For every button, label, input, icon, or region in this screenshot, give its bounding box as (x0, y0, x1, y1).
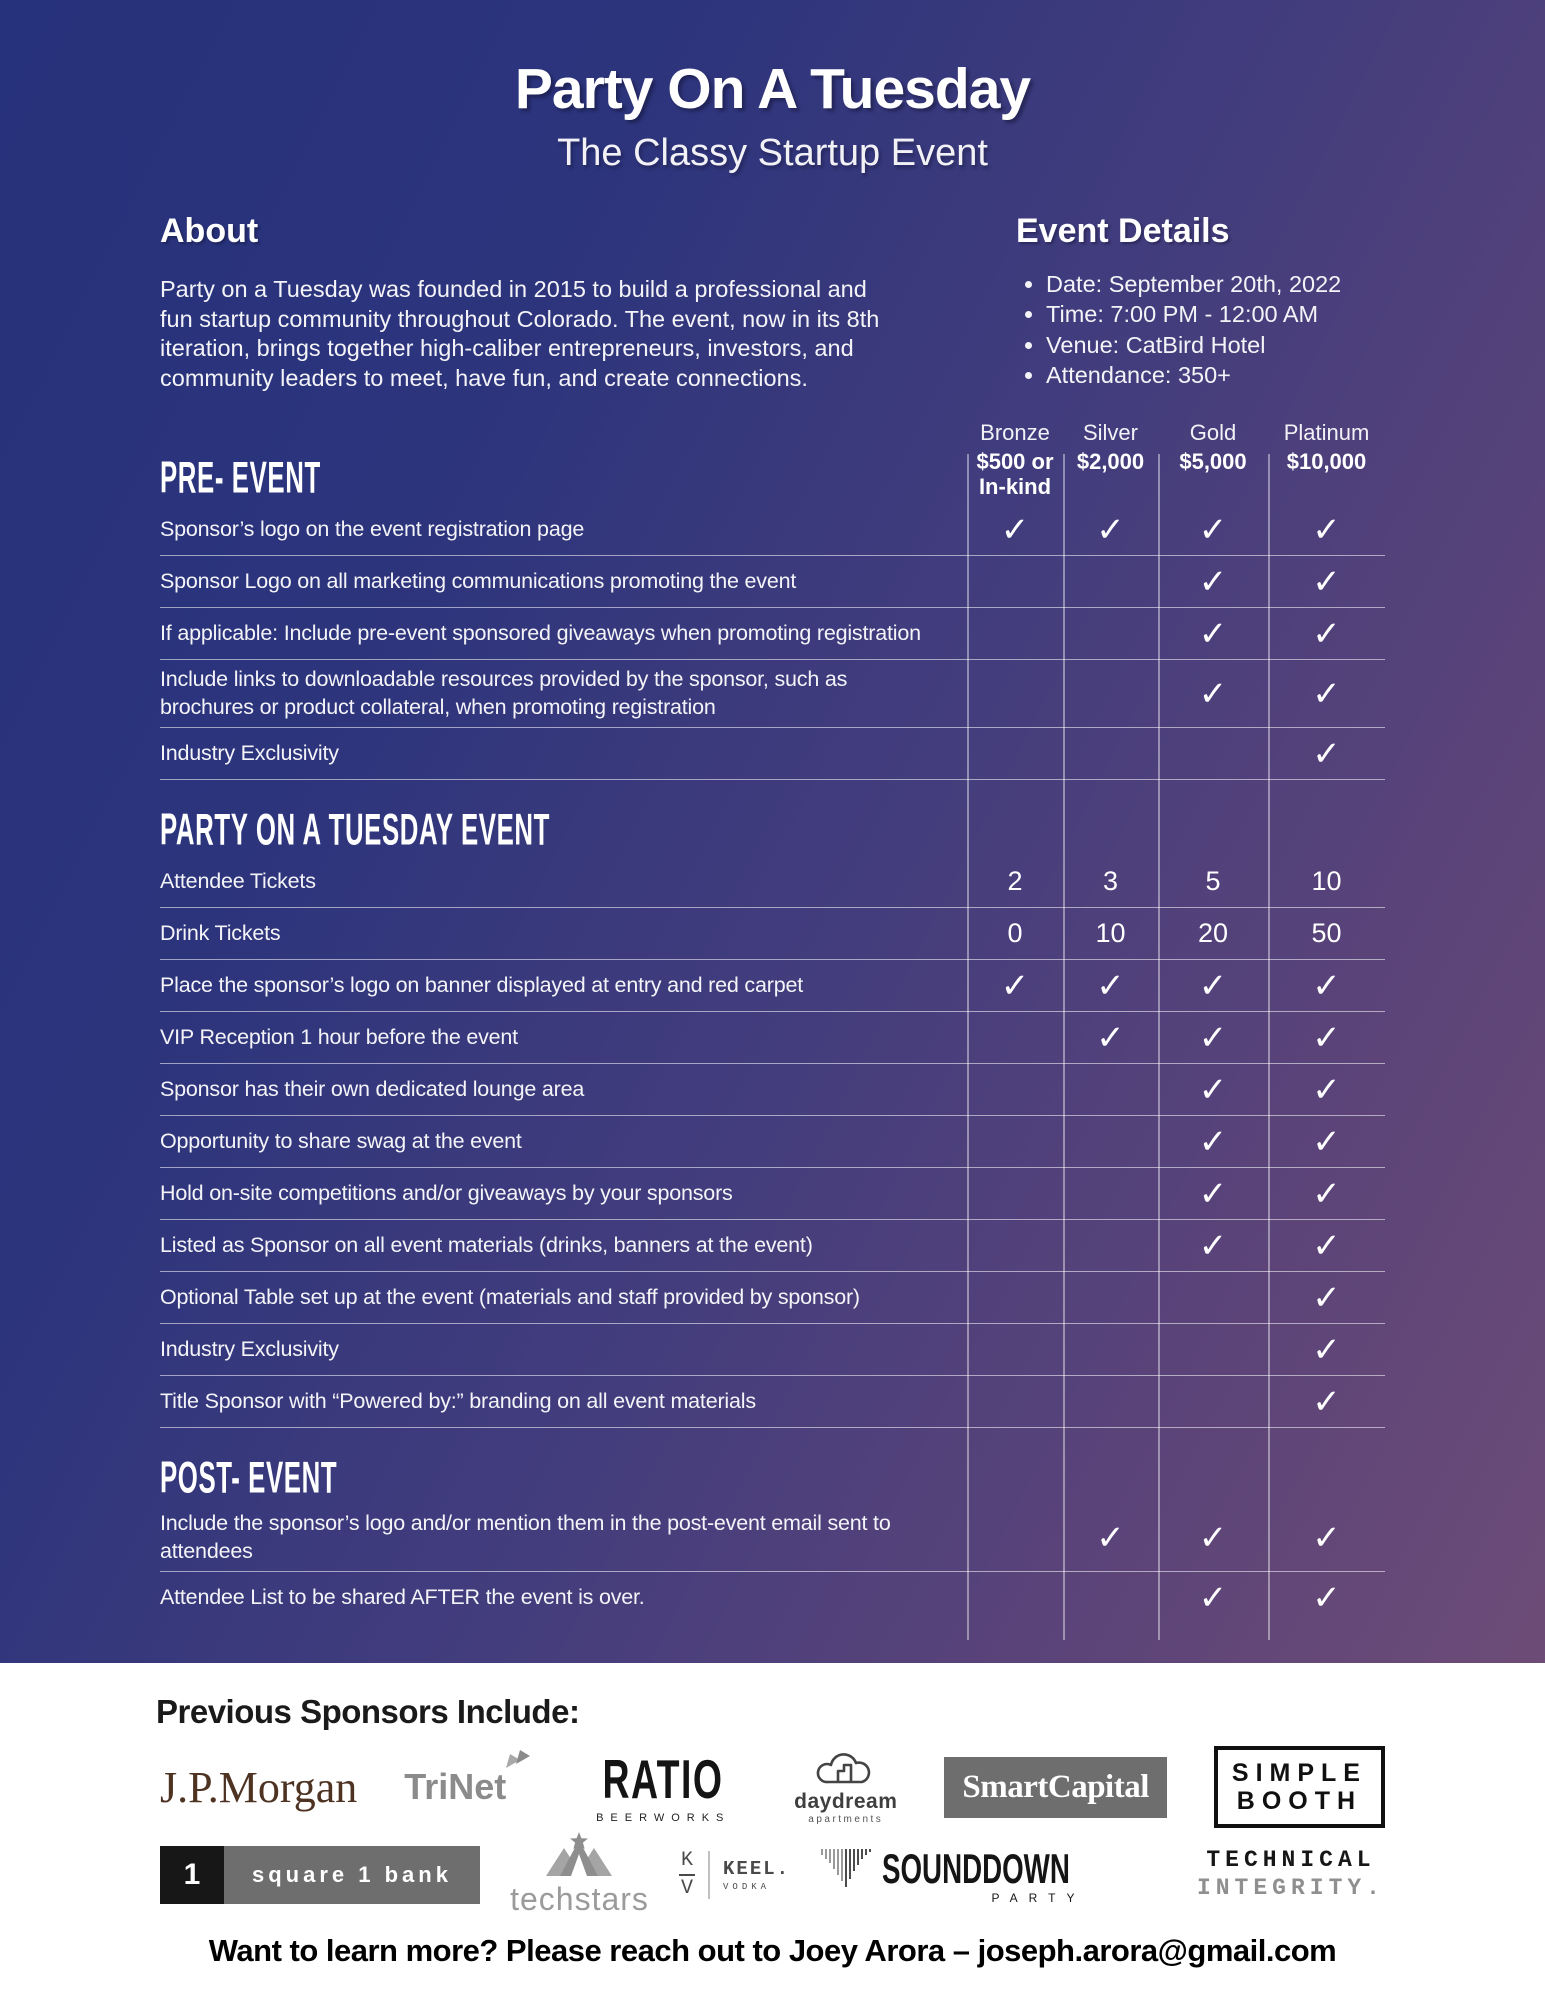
tier-name: Silver (1082, 420, 1138, 445)
event-details-heading: Event Details (1016, 212, 1230, 250)
row-label: If applicable: Include pre-event sponsored giveaways when promoting registration (160, 620, 921, 645)
check-cell (1268, 966, 1385, 1005)
check-cell (1063, 510, 1158, 549)
sponsorship-table (160, 420, 1385, 1623)
check-icon: ✓ (1198, 614, 1228, 653)
check-cell (1158, 614, 1268, 653)
check-icon: ✓ (1198, 966, 1228, 1005)
value-cell (1268, 866, 1385, 897)
check-cell (1158, 1226, 1268, 1265)
check-cell (1268, 1278, 1385, 1317)
check-icon: ✓ (1000, 966, 1030, 1005)
check-icon: ✓ (1198, 1518, 1228, 1557)
check-icon: ✓ (1312, 1018, 1341, 1057)
check-icon: ✓ (1198, 1122, 1228, 1161)
benefit-section (160, 453, 1385, 780)
table-row (160, 1220, 1385, 1272)
check-icon: ✓ (1096, 510, 1125, 549)
page-title: Party On A Tuesday (514, 57, 1031, 121)
keel-vodka-logo: K V KEEL. VODKA (681, 1849, 791, 1900)
section-heading (160, 1453, 1385, 1504)
check-cell (1158, 1018, 1268, 1057)
check-cell (967, 966, 1063, 1005)
row-label: Include links to downloadable resources provided by the sponsor, such as brochures or product collateral, when promoting registration (160, 667, 848, 719)
table-row (160, 856, 1385, 908)
check-icon: ✓ (1096, 1518, 1125, 1557)
tier-name: Bronze (980, 420, 1050, 445)
check-cell (967, 510, 1063, 549)
row-label: Place the sponsor’s logo on banner displayed at entry and red carpet (160, 972, 803, 997)
check-icon: ✓ (1312, 1330, 1341, 1369)
tier-price: $10,000 (1286, 449, 1367, 474)
check-icon: ✓ (1312, 562, 1341, 601)
table-row (160, 1504, 1385, 1572)
cell-number: 2 (1007, 866, 1023, 897)
check-cell (1158, 674, 1268, 713)
ratio-beerworks-logo: RATIO BEERWORKS (596, 1749, 731, 1824)
check-icon: ✓ (1198, 1174, 1228, 1213)
table-row (160, 960, 1385, 1012)
check-icon: ✓ (1312, 674, 1341, 713)
check-icon: ✓ (1198, 562, 1228, 601)
cell-number: 5 (1205, 866, 1221, 897)
check-icon: ✓ (1198, 510, 1228, 549)
value-cell (1158, 866, 1268, 897)
check-icon: ✓ (1312, 734, 1341, 773)
check-cell (1268, 1518, 1385, 1557)
table-body (160, 420, 1385, 1623)
check-cell (1268, 674, 1385, 713)
smartcapital-logo: SmartCapital (944, 1757, 1167, 1818)
benefit-section (160, 805, 1385, 1428)
check-icon: ✓ (1198, 1018, 1228, 1057)
square-1-bank-logo: 1 square 1 bank (160, 1846, 480, 1904)
check-icon: ✓ (1312, 1070, 1341, 1109)
event-detail-item: • Time: 7:00 PM - 12:00 AM (1046, 301, 1436, 328)
row-label: Opportunity to share swag at the event (160, 1128, 522, 1153)
section-heading-label: PRE- EVENT (160, 453, 321, 503)
check-cell (1268, 1330, 1385, 1369)
table-row (160, 1012, 1385, 1064)
section-heading (160, 805, 1385, 856)
check-cell (1268, 734, 1385, 773)
check-cell (1268, 614, 1385, 653)
check-icon: ✓ (1312, 966, 1341, 1005)
simple-booth-logo: SIMPLE BOOTH (1214, 1746, 1385, 1828)
tier-name: Platinum (1283, 420, 1370, 445)
check-cell (1268, 1018, 1385, 1057)
row-label: Sponsor Logo on all marketing communications promoting the event (160, 568, 797, 593)
previous-sponsors-heading: Previous Sponsors Include: (156, 1693, 580, 1730)
table-row (160, 1572, 1385, 1623)
table-row (160, 660, 1385, 728)
table-row (160, 1272, 1385, 1324)
table-row (160, 504, 1385, 556)
tier-price: $2,000 (1076, 449, 1145, 474)
tier-name: Gold (1189, 420, 1237, 445)
sound-bars-icon (820, 1845, 876, 1889)
check-icon: ✓ (1096, 1018, 1125, 1057)
trinet-logo: TriNet (404, 1766, 532, 1808)
event-detail-item: • Venue: CatBird Hotel (1046, 332, 1436, 359)
table-row (160, 1116, 1385, 1168)
table-row (160, 908, 1385, 960)
check-cell (1268, 510, 1385, 549)
section-heading-label: POST- EVENT (160, 1453, 338, 1503)
row-label: Title Sponsor with “Powered by:” branding on all event materials (160, 1388, 756, 1413)
daydream-apartments-logo: daydream apartments (794, 1749, 897, 1825)
cell-number: 50 (1311, 918, 1342, 949)
event-details-list (1016, 271, 1436, 390)
about-section (160, 212, 890, 393)
row-label: Drink Tickets (160, 920, 281, 945)
check-icon: ✓ (1312, 1382, 1341, 1421)
check-icon: ✓ (1312, 1122, 1341, 1161)
check-icon: ✓ (1198, 1070, 1228, 1109)
row-label: VIP Reception 1 hour before the event (160, 1024, 518, 1049)
row-label: Include the sponsor’s logo and/or mention them in the post-event email sent to attendees (160, 1511, 891, 1563)
technical-integrity-logo: TECHNICAL INTEGRITY. (1196, 1847, 1385, 1901)
mountain-star-icon (542, 1832, 616, 1880)
table-row (160, 1376, 1385, 1428)
tier-price: $500 or In-kind (976, 449, 1054, 499)
techstars-logo: techstars (510, 1832, 649, 1918)
table-row (160, 1064, 1385, 1116)
check-cell (1268, 1070, 1385, 1109)
trinet-arrow-icon (504, 1748, 534, 1778)
page-subtitle: The Classy Startup Event (557, 132, 988, 174)
check-cell (1268, 1578, 1385, 1617)
cell-number: 10 (1311, 866, 1342, 897)
check-cell (1268, 1382, 1385, 1421)
event-detail-item: • Attendance: 350+ (1046, 362, 1436, 389)
check-cell (1158, 510, 1268, 549)
row-label: Listed as Sponsor on all event materials (drinks, banners at the event) (160, 1232, 813, 1257)
check-icon: ✓ (1312, 1226, 1341, 1265)
check-cell (1158, 1070, 1268, 1109)
sponsor-logo-row-1 (160, 1743, 1385, 1831)
contact-footer: Want to learn more? Please reach out to Joey Arora – joseph.arora@gmail.com (208, 1933, 1337, 1968)
check-cell (1158, 562, 1268, 601)
check-cell (1158, 1578, 1268, 1617)
cloud-buildings-icon (810, 1749, 882, 1787)
check-cell (1063, 1518, 1158, 1557)
table-row (160, 1324, 1385, 1376)
section-heading (160, 453, 1385, 504)
check-icon: ✓ (1312, 1578, 1341, 1617)
value-cell (967, 866, 1063, 897)
table-row (160, 728, 1385, 780)
check-cell (1268, 1174, 1385, 1213)
value-cell (1158, 918, 1268, 949)
check-icon: ✓ (1198, 674, 1228, 713)
about-heading: About (160, 212, 259, 250)
cell-number: 0 (1007, 918, 1023, 949)
cell-number: 3 (1102, 866, 1119, 897)
row-label: Sponsor’s logo on the event registration page (160, 516, 585, 541)
table-row (160, 608, 1385, 660)
check-cell (1268, 1122, 1385, 1161)
check-cell (1268, 562, 1385, 601)
check-cell (1268, 1226, 1385, 1265)
row-label: Hold on-site competitions and/or giveaways by your sponsors (160, 1180, 733, 1205)
section-heading-label: PARTY ON A TUESDAY EVENT (160, 805, 551, 855)
table-row (160, 1168, 1385, 1220)
check-cell (1158, 966, 1268, 1005)
row-label: Attendee Tickets (160, 868, 316, 893)
row-label: Optional Table set up at the event (materials and staff provided by sponsor) (160, 1284, 860, 1309)
about-body: Party on a Tuesday was founded in 2015 to build a professional and fun startup community throughout Colorado. The event, now in its 8th iteration, brings together high-caliber entrepreneurs, investors, and community leaders to meet, have fun, and create connections. (160, 276, 880, 391)
check-icon: ✓ (1312, 510, 1341, 549)
check-icon: ✓ (1312, 1278, 1341, 1317)
check-cell (1063, 966, 1158, 1005)
row-label: Sponsor has their own dedicated lounge area (160, 1076, 585, 1101)
check-cell (1063, 1018, 1158, 1057)
event-details-section (1016, 212, 1436, 393)
jpmorgan-logo: J.P.Morgan (160, 1762, 358, 1812)
check-icon: ✓ (1198, 1226, 1228, 1265)
value-cell (1063, 918, 1158, 949)
tier-price: $5,000 (1179, 449, 1247, 474)
row-label: Attendee List to be shared AFTER the event is over. (160, 1584, 645, 1609)
check-cell (1158, 1518, 1268, 1557)
check-icon: ✓ (1000, 510, 1030, 549)
sponsor-logo-row-2 (160, 1835, 1385, 1915)
value-cell (1268, 918, 1385, 949)
value-cell (967, 918, 1063, 949)
check-cell (1158, 1174, 1268, 1213)
check-icon: ✓ (1312, 614, 1341, 653)
cell-number: 20 (1197, 918, 1229, 949)
cell-number: 10 (1095, 918, 1126, 949)
check-icon: ✓ (1198, 1578, 1228, 1617)
row-label: Industry Exclusivity (160, 1336, 339, 1361)
value-cell (1063, 866, 1158, 897)
check-icon: ✓ (1312, 1518, 1341, 1557)
sounddown-party-logo: SOUNDDOWN PARTY (820, 1845, 1167, 1905)
divider-bar (679, 1874, 695, 1876)
vertical-divider (708, 1851, 710, 1899)
event-detail-item: • Date: September 20th, 2022 (1046, 271, 1436, 298)
check-cell (1158, 1122, 1268, 1161)
benefit-section (160, 1453, 1385, 1623)
table-row (160, 556, 1385, 608)
check-icon: ✓ (1312, 1174, 1341, 1213)
row-label: Industry Exclusivity (160, 740, 339, 765)
check-icon: ✓ (1096, 966, 1125, 1005)
